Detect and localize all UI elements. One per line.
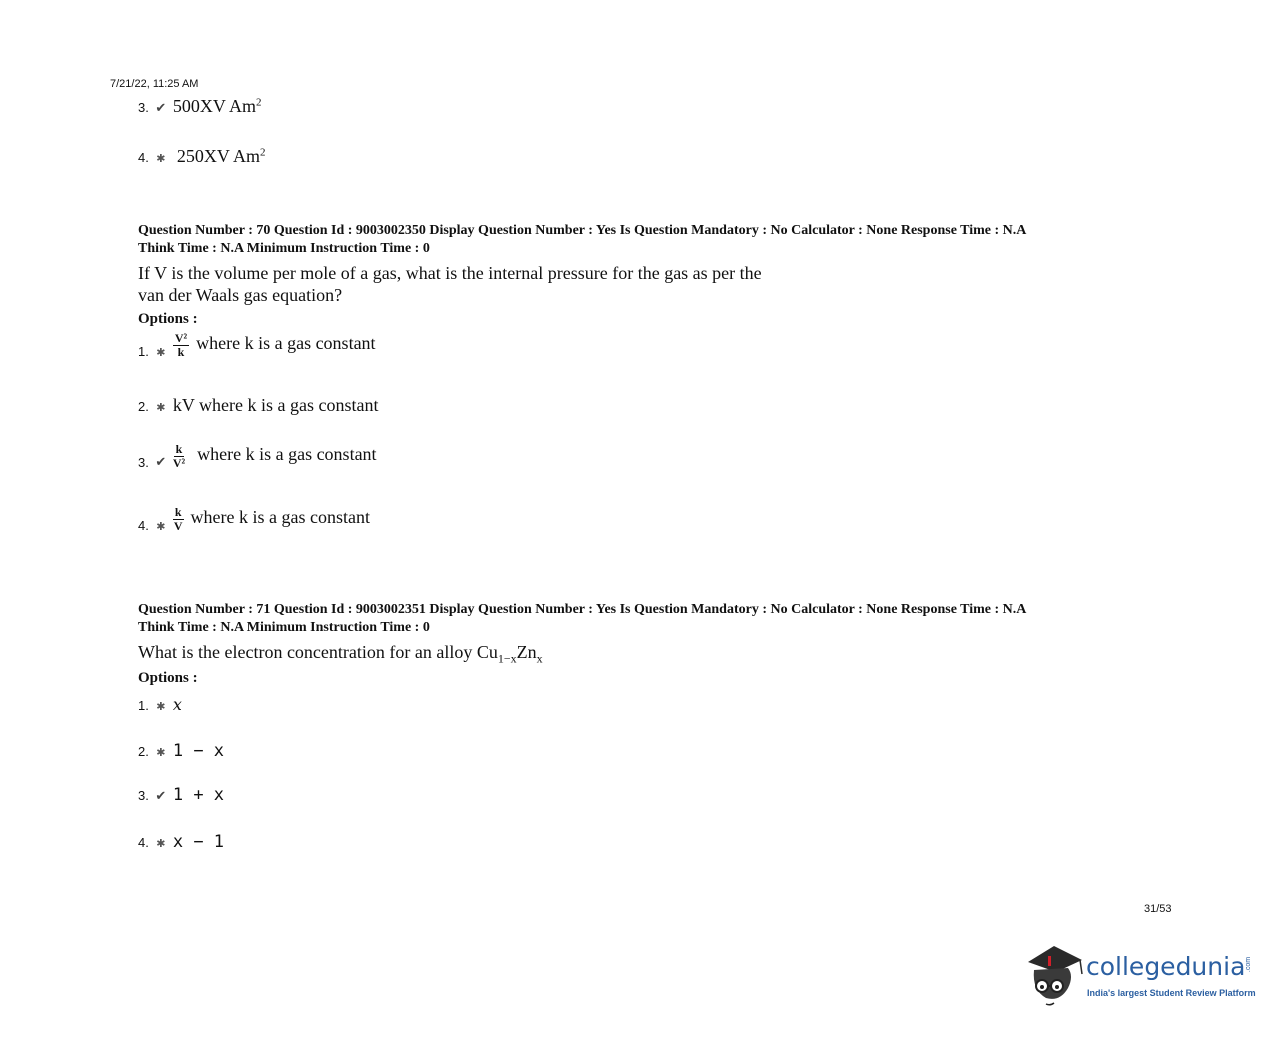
question-meta-line-2: Think Time : N.A Minimum Instruction Time : 0 (138, 620, 430, 635)
page-number: 31/53 (1144, 903, 1172, 915)
option-number: 4. (138, 150, 149, 165)
option-text: where k is a gas constant (197, 444, 377, 465)
mascot-logo-icon (1024, 940, 1086, 1010)
question-text: What is the electron concentration for an alloy Cu (138, 642, 498, 662)
question-meta-line-1: Question Number : 71 Question Id : 9003002351 Display Question Number : Yes Is Question Mandatory : No Calculator : None Response Time : N.A (138, 602, 1027, 617)
option-text: where k is a gas constant (190, 507, 370, 528)
option-number: 1. (138, 344, 149, 359)
option-number: 4. (138, 518, 149, 533)
q71-option-4 (138, 832, 224, 852)
formula-subscript-1: 1−x (497, 651, 517, 666)
option-fraction (173, 506, 184, 533)
option-superscript: 2 (260, 146, 266, 159)
option-text: 1 + x (172, 785, 225, 805)
option-text: 500XV Am (172, 96, 257, 116)
q70-option-4 (138, 506, 370, 533)
wrong-cross-icon: ✱ (156, 521, 166, 533)
fraction-numerator: k (175, 442, 183, 456)
prev-option-4 (138, 146, 266, 167)
prev-option-3 (138, 96, 262, 117)
option-text: 250XV Am (176, 146, 261, 166)
option-text: kV where k is a gas constant (172, 395, 379, 415)
wrong-cross-icon: ✱ (156, 402, 166, 414)
fraction-denominator: k (177, 345, 185, 359)
fraction-denominator: V² (172, 456, 186, 470)
brand-name: collegedunia (1086, 952, 1246, 981)
wrong-cross-icon: ✱ (156, 747, 166, 759)
option-text: x (172, 695, 182, 714)
question-71-text (138, 641, 543, 670)
option-number: 3. (138, 100, 149, 115)
formula-subscript-2: x (536, 651, 543, 666)
option-number: 1. (138, 698, 149, 713)
fraction-numerator: V² (174, 331, 188, 345)
question-70-text (138, 262, 762, 306)
option-number: 3. (138, 788, 149, 803)
option-number: 3. (138, 455, 149, 470)
option-fraction (173, 332, 189, 359)
question-text-line-2: van der Waals gas equation? (138, 285, 343, 305)
correct-tick-icon: ✔ (155, 788, 167, 803)
question-71-meta (138, 601, 1026, 637)
correct-tick-icon: ✔ (155, 454, 167, 469)
question-meta-line-1: Question Number : 70 Question Id : 9003002350 Display Question Number : Yes Is Question Mandatory : No Calculator : None Response Time : N.A (138, 223, 1027, 238)
option-number: 4. (138, 835, 149, 850)
question-text-line-1: If V is the volume per mole of a gas, what is the internal pressure for the gas as per the (138, 263, 762, 283)
formula-element: Zn (516, 642, 537, 662)
q71-option-3 (138, 785, 224, 805)
wrong-cross-icon: ✱ (156, 838, 166, 850)
option-text: where k is a gas constant (196, 333, 376, 354)
print-timestamp: 7/21/22, 11:25 AM (110, 78, 199, 90)
option-number: 2. (138, 744, 149, 759)
question-meta-line-2: Think Time : N.A Minimum Instruction Time : 0 (138, 241, 430, 256)
q70-option-3 (138, 443, 377, 470)
options-label: Options : (138, 311, 198, 327)
wrong-cross-icon: ✱ (156, 347, 166, 359)
correct-tick-icon: ✔ (155, 100, 167, 115)
question-70-meta (138, 222, 1026, 258)
brand-suffix: .com (1245, 956, 1253, 973)
option-text: 1 − x (172, 741, 225, 761)
option-number: 2. (138, 399, 149, 414)
options-label: Options : (138, 670, 198, 686)
fraction-denominator: V (173, 519, 183, 533)
option-text: x − 1 (172, 832, 225, 852)
q71-option-2 (138, 741, 224, 761)
q71-option-1 (138, 695, 182, 715)
q70-option-2 (138, 395, 378, 416)
wrong-cross-icon: ✱ (156, 701, 166, 713)
brand-tagline: India's largest Student Review Platform (1087, 988, 1256, 998)
fraction-numerator: k (174, 505, 182, 519)
option-fraction (173, 443, 185, 470)
option-superscript: 2 (256, 96, 262, 109)
wrong-cross-icon: ✱ (156, 153, 166, 165)
q70-option-1 (138, 332, 376, 359)
